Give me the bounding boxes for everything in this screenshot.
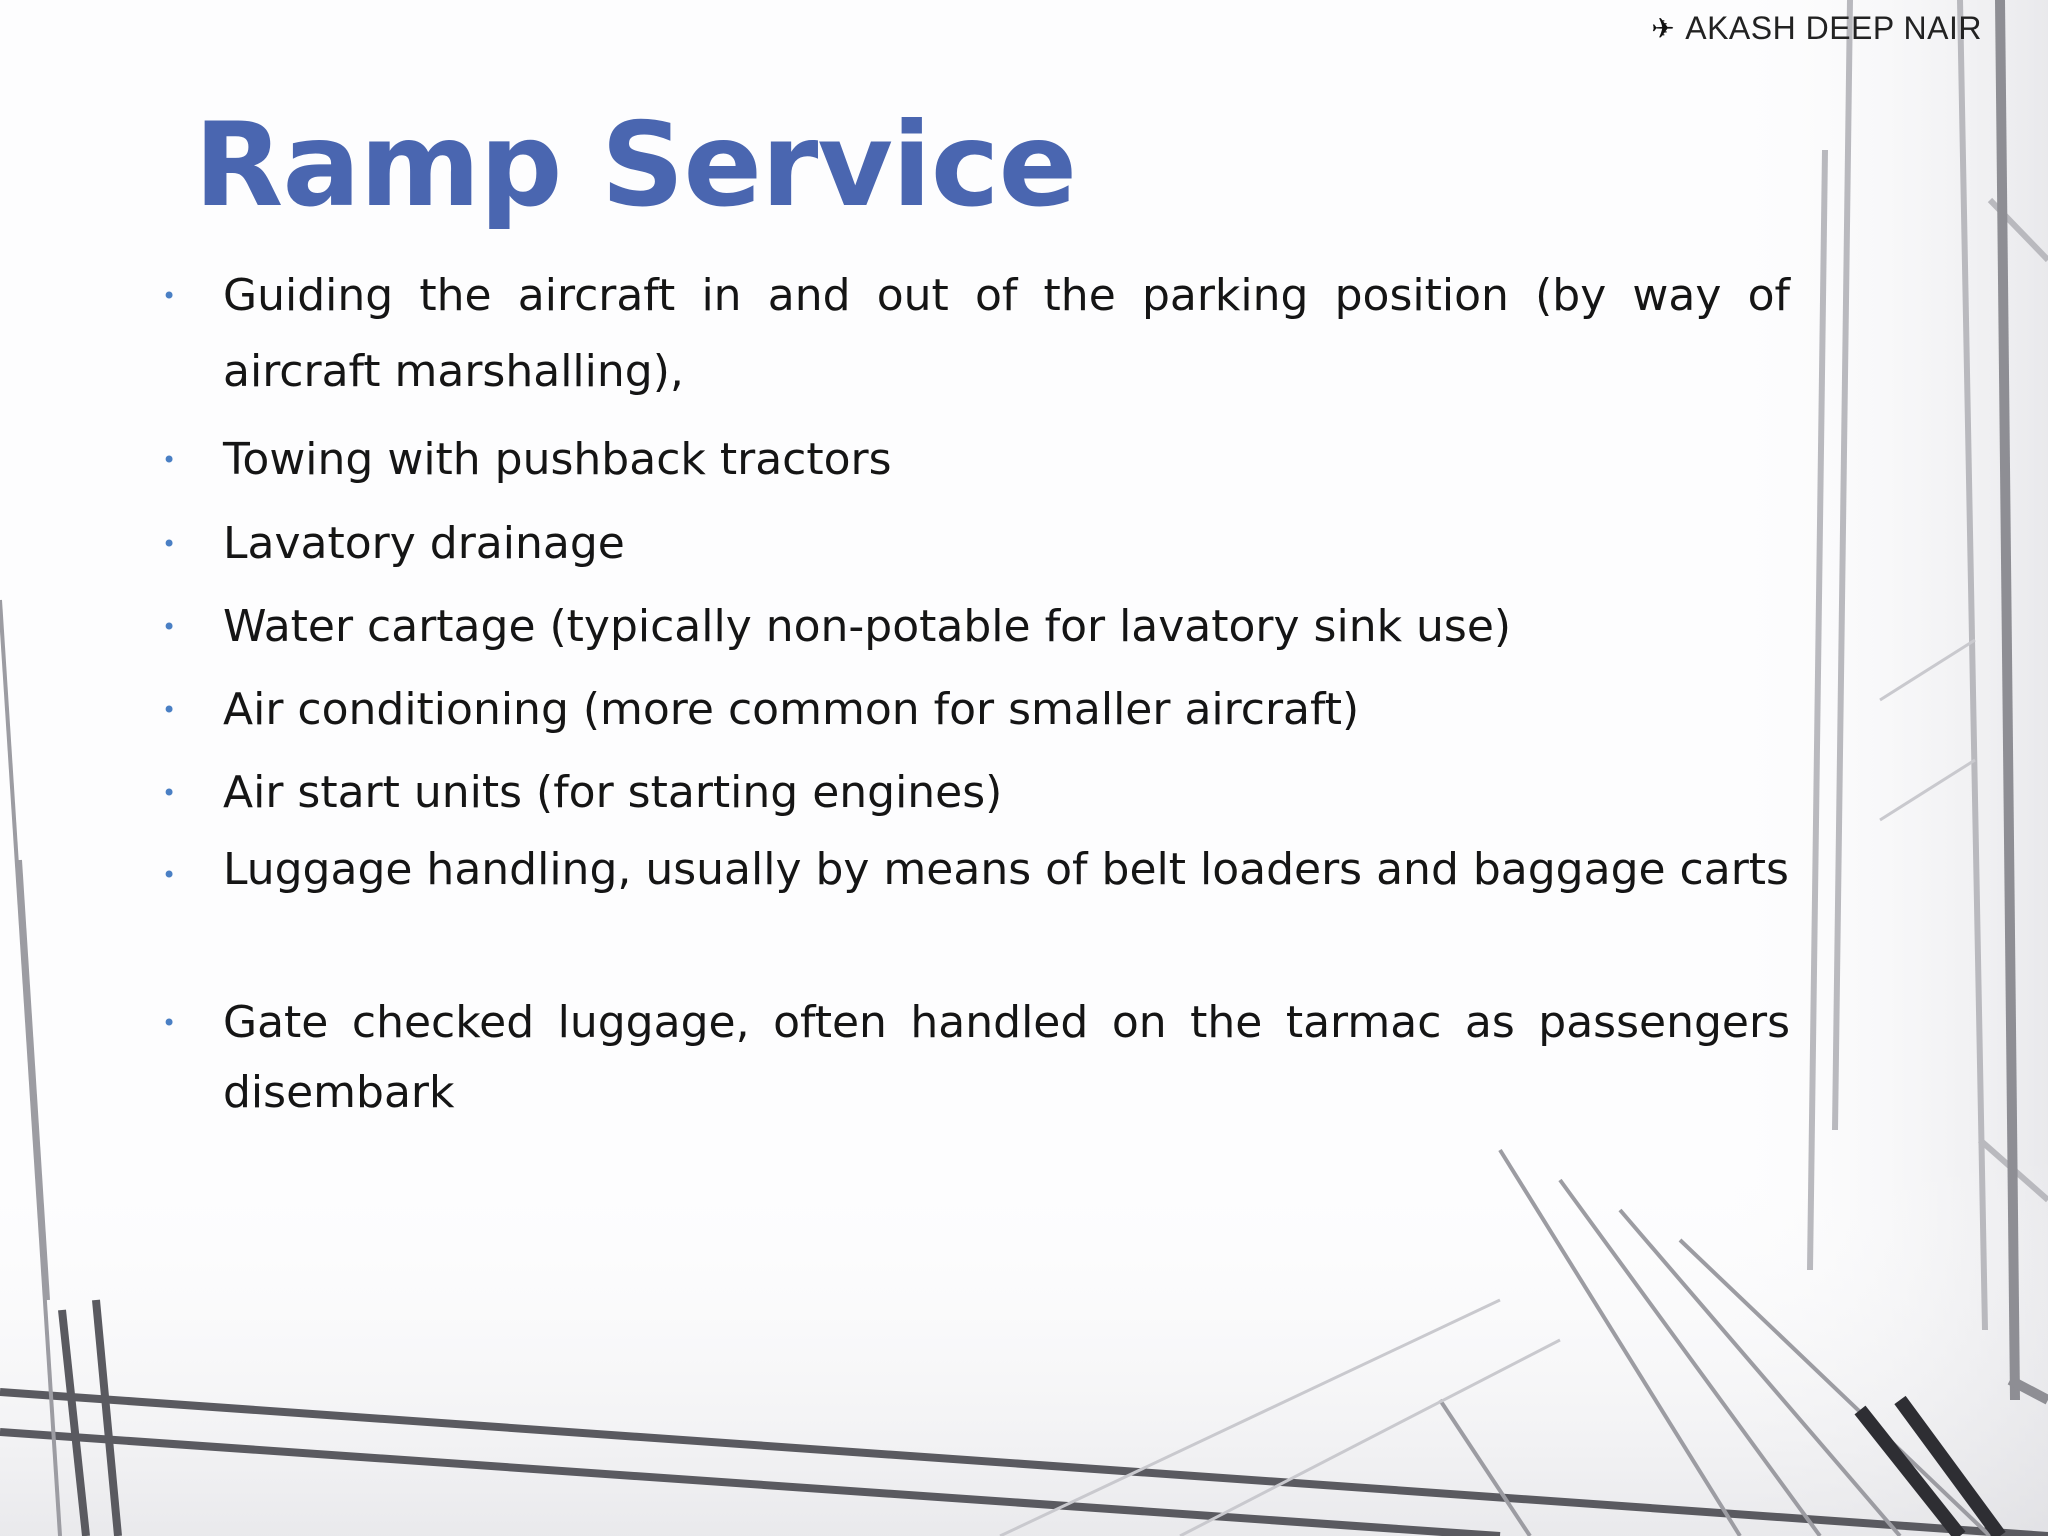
bullet-text: Water cartage (typically non-potable for lavatory sink use) <box>223 601 1512 652</box>
bullet-text: Lavatory drainage <box>223 518 625 569</box>
bullet-text: Luggage handling, usually by means of belt loaders and baggage carts <box>223 844 1789 895</box>
bullet-text: Towing with pushback tractors <box>223 434 892 485</box>
bullet-dot-icon: • <box>162 446 177 474</box>
bullet-text: Air start units (for starting engines) <box>223 767 1003 818</box>
bullet-item <box>160 258 1790 410</box>
bullet-item <box>160 430 1790 490</box>
bullet-item <box>160 514 1790 574</box>
bullet-item <box>160 988 1790 1128</box>
airplane-icon: ✈ <box>1651 13 1676 44</box>
bullet-item <box>160 844 1790 902</box>
bullet-text: Gate checked luggage, often handled on the tarmac as passengers disembark <box>223 997 1790 1118</box>
bullet-text: Air conditioning (more common for smaller aircraft) <box>223 684 1360 735</box>
bullet-item <box>160 680 1790 740</box>
bullet-dot-icon: • <box>162 861 177 889</box>
bullet-text: Guiding the aircraft in and out of the parking position (by way of aircraft marshalling), <box>223 270 1790 397</box>
bullet-dot-icon: • <box>162 613 177 641</box>
author-credit <box>1651 10 1982 47</box>
bullet-item <box>160 597 1790 657</box>
bullet-item <box>160 763 1790 823</box>
author-name: AKASH DEEP NAIR <box>1685 10 1982 46</box>
slide-title: Ramp Service <box>194 98 1077 233</box>
bullet-dot-icon: • <box>162 530 177 558</box>
bullet-dot-icon: • <box>162 696 177 724</box>
bullet-dot-icon: • <box>162 282 177 310</box>
bullet-dot-icon: • <box>162 779 177 807</box>
bullet-dot-icon: • <box>162 1009 177 1037</box>
